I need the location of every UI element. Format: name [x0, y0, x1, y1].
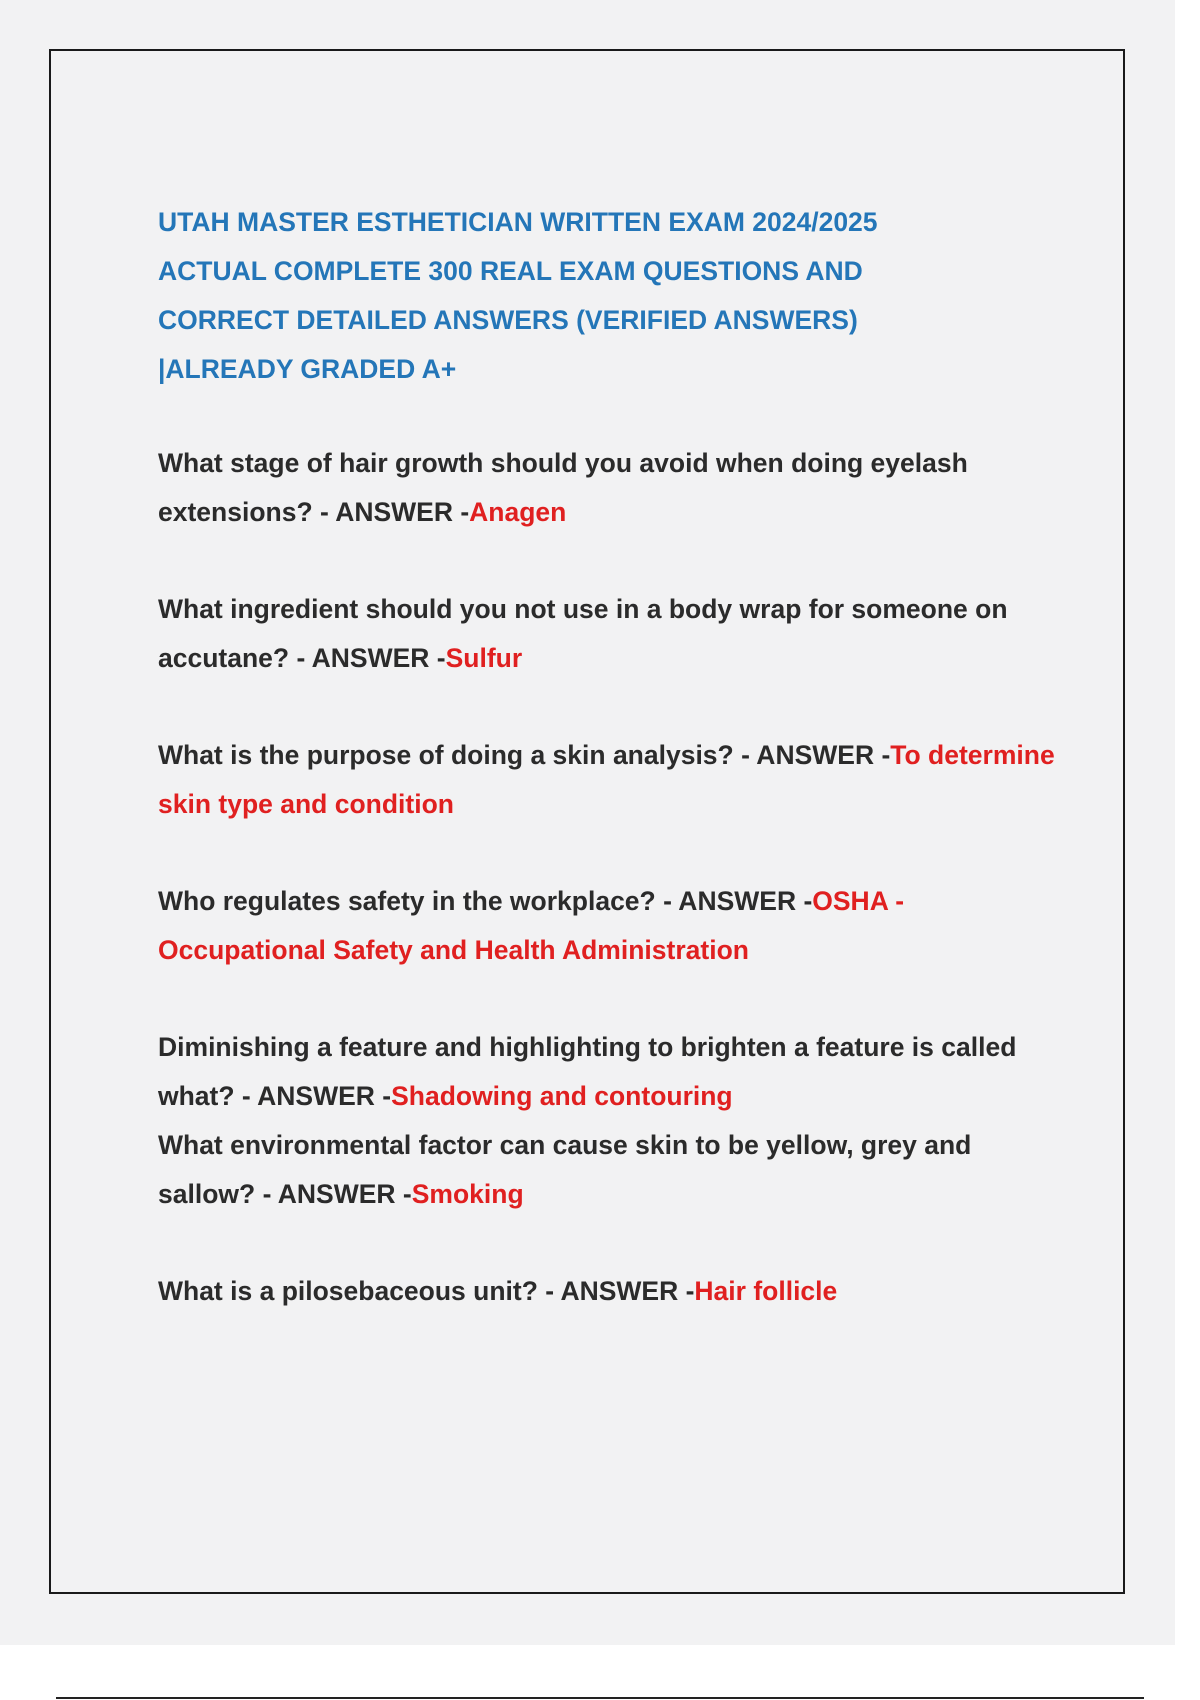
qa-item: [158, 731, 1058, 829]
question-text: Diminishing a feature and highlighting to brighten a feature is called what?: [158, 1032, 1017, 1111]
answer-text: Anagen: [469, 497, 567, 527]
qa-item: [158, 1267, 1058, 1316]
qa-item: [158, 439, 1058, 537]
qa-item: [158, 877, 1058, 975]
answer-label: - ANSWER -: [733, 740, 891, 770]
answer-text: Smoking: [411, 1179, 524, 1209]
question-text: What environmental factor can cause skin to be yellow, grey and sallow?: [158, 1130, 972, 1209]
answer-text: Sulfur: [445, 643, 523, 673]
qa-item: [158, 1121, 1058, 1219]
question-text: What is a pilosebaceous unit?: [158, 1276, 538, 1306]
answer-label: - ANSWER -: [234, 1081, 392, 1111]
document-content: [158, 198, 1058, 1364]
page-separator-line: [56, 1697, 1144, 1699]
qa-item: [158, 1023, 1058, 1121]
answer-label: - ANSWER -: [537, 1276, 695, 1306]
question-text: What is the purpose of doing a skin analysis?: [158, 740, 734, 770]
qa-item: [158, 585, 1058, 683]
answer-text: Hair follicle: [694, 1276, 838, 1306]
qa-list: [158, 439, 1058, 1316]
answer-text: To determine skin type and condition: [158, 740, 1055, 819]
answer-label: - ANSWER -: [289, 643, 446, 673]
answer-text: Shadowing and contouring: [391, 1081, 733, 1111]
answer-label: - ANSWER -: [655, 886, 813, 916]
document-title: UTAH MASTER ESTHETICIAN WRITTEN EXAM 2024/2025 ACTUAL COMPLETE 300 REAL EXAM QUESTIONS AND CORRECT DETAILED ANSWERS (VERIFIED ANSWERS) |ALREADY GRADED A+: [158, 207, 878, 384]
answer-text: OSHA - Occupational Safety and Health Administration: [158, 886, 905, 965]
answer-label: - ANSWER -: [255, 1179, 412, 1209]
question-text: What ingredient should you not use in a body wrap for someone on accutane?: [158, 594, 1008, 673]
question-text: What stage of hair growth should you avoid when doing eyelash extensions?: [158, 448, 968, 527]
answer-label: - ANSWER -: [312, 497, 470, 527]
question-text: Who regulates safety in the workplace?: [158, 886, 656, 916]
